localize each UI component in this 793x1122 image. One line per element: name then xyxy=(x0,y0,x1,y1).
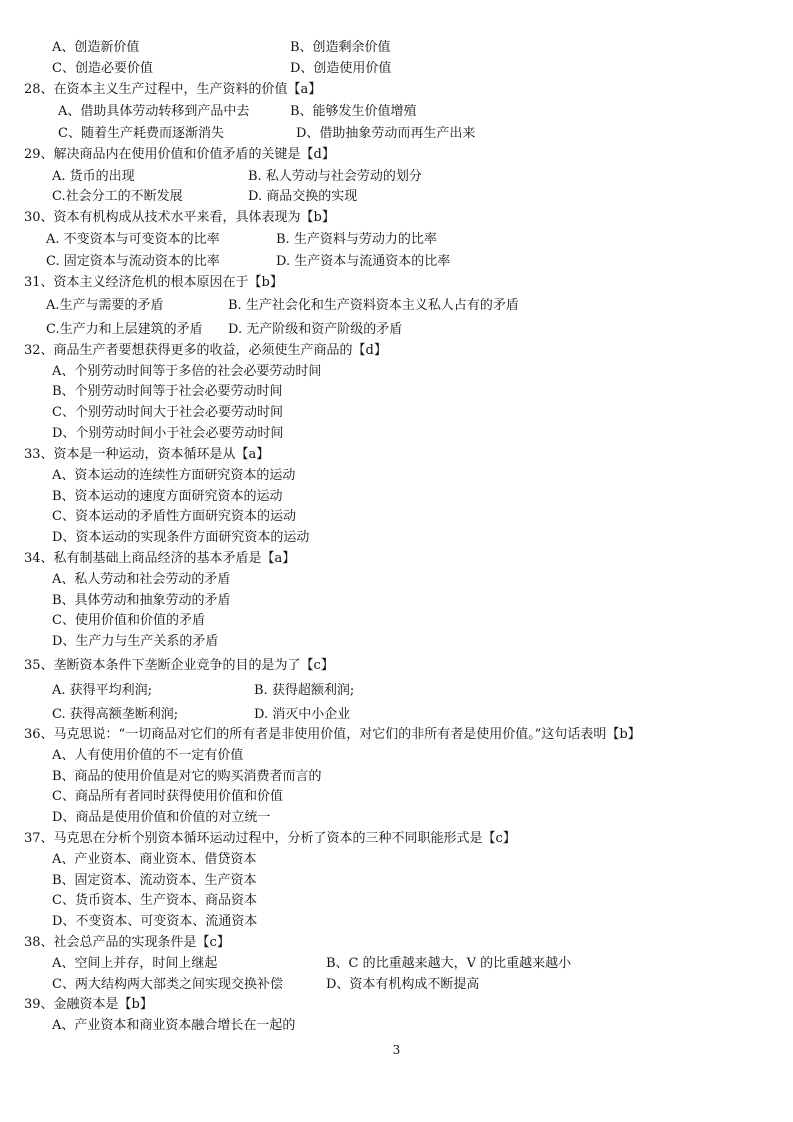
question-31: 31、资本主义经济危机的根本原因在于【b】 xyxy=(24,275,283,290)
option-36c: C、商品所有者同时获得使用价值和价值 xyxy=(52,789,283,804)
option-35d: D. 消灭中小企业 xyxy=(254,707,351,722)
option-32c: C、个别劳动时间大于社会必要劳动时间 xyxy=(52,405,283,420)
option-27a: A、创造新价值 xyxy=(52,40,140,55)
question-32: 32、商品生产者要想获得更多的收益，必须使生产商品的【d】 xyxy=(24,343,387,358)
option-36b: B、商品的使用价值是对它的购买消费者而言的 xyxy=(52,769,322,784)
option-31b: B. 生产社会化和生产资料资本主义私人占有的矛盾 xyxy=(228,298,519,313)
option-37b: B、固定资本、流动资本、生产资本 xyxy=(52,873,257,888)
question-37: 37、马克思在分析个别资本循环运动过程中，分析了资本的三种不同职能形式是【c】 xyxy=(24,831,516,846)
option-38a: A、空间上并存，时间上继起 xyxy=(52,956,218,971)
option-29a: A. 货币的出现 xyxy=(52,169,135,184)
option-27d: D、创造使用价值 xyxy=(290,61,392,76)
option-37d: D、不变资本、可变资本、流通资本 xyxy=(52,914,258,929)
option-34d: D、生产力与生产关系的矛盾 xyxy=(52,634,219,649)
option-31d: D. 无产阶级和资产阶级的矛盾 xyxy=(228,322,403,337)
question-35: 35、垄断资本条件下垄断企业竞争的目的是为了【c】 xyxy=(24,658,334,673)
question-39: 39、金融资本是【b】 xyxy=(24,997,153,1012)
option-27c: C、创造必要价值 xyxy=(52,61,153,76)
option-33b: B、资本运动的速度方面研究资本的运动 xyxy=(52,489,283,504)
question-38: 38、社会总产品的实现条件是【c】 xyxy=(24,935,230,950)
page-number: 3 xyxy=(392,1043,401,1057)
option-32a: A、个别劳动时间等于多倍的社会必要劳动时间 xyxy=(52,364,322,379)
option-29c: C.社会分工的不断发展 xyxy=(52,189,183,204)
option-36d: D、商品是使用价值和价值的对立统一 xyxy=(52,810,271,825)
option-32d: D、个别劳动时间小于社会必要劳动时间 xyxy=(52,426,284,441)
question-29: 29、解决商品内在使用价值和价值矛盾的关键是【d】 xyxy=(24,147,335,162)
option-37a: A、产业资本、商业资本、借贷资本 xyxy=(52,852,257,867)
option-33a: A、资本运动的连续性方面研究资本的运动 xyxy=(52,468,296,483)
option-27b: B、创造剩余价值 xyxy=(290,40,391,55)
option-31c: C.生产力和上层建筑的矛盾 xyxy=(46,322,203,337)
option-33c: C、资本运动的矛盾性方面研究资本的运动 xyxy=(52,509,296,524)
question-34: 34、私有制基础上商品经济的基本矛盾是【a】 xyxy=(24,551,296,566)
option-30b: B. 生产资料与劳动力的比率 xyxy=(276,232,437,247)
option-37c: C、货币资本、生产资本、商品资本 xyxy=(52,893,257,908)
option-28b: B、能够发生价值增殖 xyxy=(290,104,417,119)
option-34c: C、使用价值和价值的矛盾 xyxy=(52,613,205,628)
option-36a: A、人有使用价值的不一定有价值 xyxy=(52,748,244,763)
option-38b: B、C 的比重越来越大，V 的比重越来越小 xyxy=(326,956,572,971)
option-38d: D、资本有机构成不断提高 xyxy=(326,977,480,992)
option-29d: D. 商品交换的实现 xyxy=(248,189,358,204)
option-34b: B、具体劳动和抽象劳动的矛盾 xyxy=(52,593,231,608)
question-36: 36、马克思说：“一切商品对它们的所有者是非使用价值，对它们的非所有者是使用价值。”这句话表明【b】 xyxy=(24,727,641,742)
option-28c: C、随着生产耗费而逐渐消失 xyxy=(58,126,224,141)
option-35b: B. 获得超额利润; xyxy=(254,683,355,698)
option-29b: B. 私人劳动与社会劳动的划分 xyxy=(248,169,422,184)
option-28a: A、借助具体劳动转移到产品中去 xyxy=(58,104,250,119)
option-35a: A. 获得平均利润; xyxy=(52,683,153,698)
option-30d: D. 生产资本与流通资本的比率 xyxy=(276,254,451,269)
option-38c: C、两大结构两大部类之间实现交换补偿 xyxy=(52,977,283,992)
option-33d: D、资本运动的实现条件方面研究资本的运动 xyxy=(52,530,310,545)
question-30: 30、资本有机构成从技术水平来看，具体表现为【b】 xyxy=(24,210,335,225)
question-28: 28、在资本主义生产过程中，生产资料的价值【a】 xyxy=(24,82,322,97)
option-30a: A. 不变资本与可变资本的比率 xyxy=(46,232,220,247)
question-33: 33、资本是一种运动，资本循环是从【a】 xyxy=(24,447,270,462)
option-31a: A.生产与需要的矛盾 xyxy=(46,298,164,313)
option-35c: C. 获得高额垄断利润; xyxy=(52,707,179,722)
option-32b: B、个别劳动时间等于社会必要劳动时间 xyxy=(52,384,283,399)
option-39a: A、产业资本和商业资本融合增长在一起的 xyxy=(52,1018,296,1033)
option-30c: C. 固定资本与流动资本的比率 xyxy=(46,254,220,269)
option-28d: D、借助抽象劳动而再生产出来 xyxy=(296,126,476,141)
option-34a: A、私人劳动和社会劳动的矛盾 xyxy=(52,572,231,587)
